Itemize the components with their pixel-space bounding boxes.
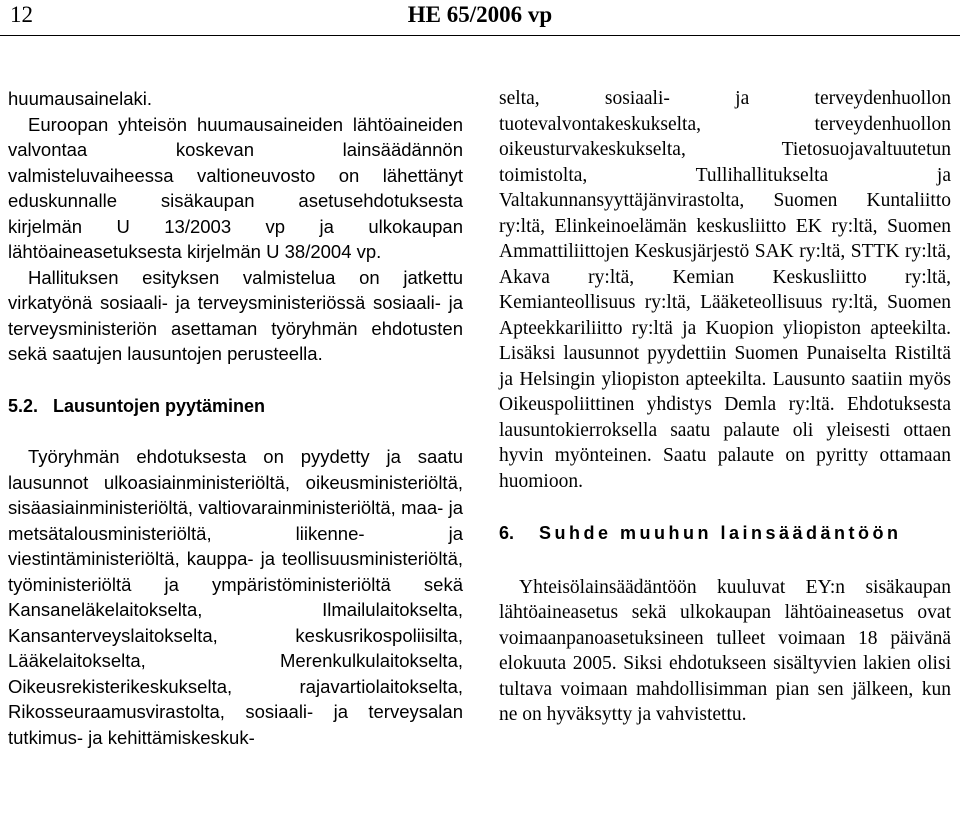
- header-rule: [0, 35, 960, 36]
- document-id: HE 65/2006 vp: [407, 2, 553, 27]
- right-column: [499, 86, 951, 728]
- section-title: Lausuntojen pyytäminen: [53, 395, 266, 416]
- paragraph-preparation: Euroopan yhteisön huumausaineiden lähtöaineiden valvontaa koskevan lainsäädännön valmisteluvaiheessa valtioneuvosto on lähettänyt eduskunnalle sisäkaupan asetusehdotuksesta kirjelmän U 13/2003 vp ja ulkokaupan lähtöaineasetuksesta kirjelmän U 38/2004 vp.: [8, 113, 463, 262]
- section-heading-6: [499, 521, 951, 547]
- paragraph-working-group: Hallituksen esityksen valmistelua on jatkettu virkatyönä sosiaali- ja terveysministeriössä sosiaali- ja terveysministeriön asettaman työryhmän ehdotusten sekä saatujen lausuntojen perusteella.: [8, 266, 463, 364]
- paragraph-statements-continued: selta, sosiaali- ja terveydenhuollon tuotevalvontakeskukselta, terveydenhuollon oikeusturvakeskukselta, Tietosuojavaltuutetun toimistolta, Tullihallitukselta ja Valtakunnansyyttäjänvirastolta, Suomen Kuntaliitto ry:ltä, Elinkeinoelämän keskusliitto EK ry:ltä, Suomen Ammattiliittojen Keskusjärjestö SAK ry:ltä, STTK ry:ltä, Akava ry:ltä, Kemian Keskusliitto ry:ltä, Kemianteollisuus ry:ltä, Lääketeollisuus ry:ltä, Suomen Apteekkariliitto ry:ltä ja Kuopion yliopiston apteekilta. Lisäksi lausunnot pyydettiin Suomen Punaiselta Ristiltä ja Helsingin yliopiston apteekilta. Lausunto saatiin myös Oikeuspoliittinen yhdistys Demla ry:ltä. Ehdotuksesta lausuntokierroksella saatu palaute oli yleisesti ottaen hyvin myönteinen. Saatu palaute on pyritty ottamaan huomioon.: [499, 88, 951, 492]
- section-heading-5-2: [8, 394, 463, 420]
- page-header: [0, 0, 960, 34]
- paragraph-statements-requested: Työryhmän ehdotuksesta on pyydetty ja saatu lausunnot ulkoasiainministeriöltä, oikeusministeriöltä, sisäasiainministeriöltä, valtiovarainministeriöltä, maa- ja metsätalousministeriöltä, liikenne- ja viestintäministeriöltä, kauppa- ja teollisuusministeriöltä, työministeriöltä ja ympäristöministeriöltä sekä Kansaneläkelaitokselta, Ilmailulaitokselta, Kansanterveyslaitokselta, keskusrikospoliisilta, Lääkelaitokselta, Merenkulkulaitokselta, Oikeusrekisterikeskukselta, rajavartiolaitokselta, Rikosseuraamusvirastolta, sosiaali- ja terveysalan tutkimus- ja kehittämiskeskuk-: [8, 446, 463, 748]
- paragraph-continuation: huumausainelaki.: [8, 88, 152, 109]
- left-column: [8, 86, 463, 750]
- section-title: Suhde muuhun lainsäädäntöön: [539, 523, 902, 543]
- page-number: 12: [10, 2, 33, 27]
- section-number: 5.2.: [8, 395, 39, 416]
- section-number: 6.: [499, 523, 515, 543]
- paragraph-relation-to-legislation: Yhteisölainsäädäntöön kuuluvat EY:n sisäkaupan lähtöaineasetus sekä ulkokaupan lähtöaineasetus ovat voimaanpanoasetuksineen tulleet voimaan 18 päivänä elokuuta 2005. Siksi ehdotukseen sisältyvien lakien olisi tultava voimaan mahdollisimman pian sen jälkeen, kun ne on hyväksytty ja vahvistettu.: [499, 576, 951, 725]
